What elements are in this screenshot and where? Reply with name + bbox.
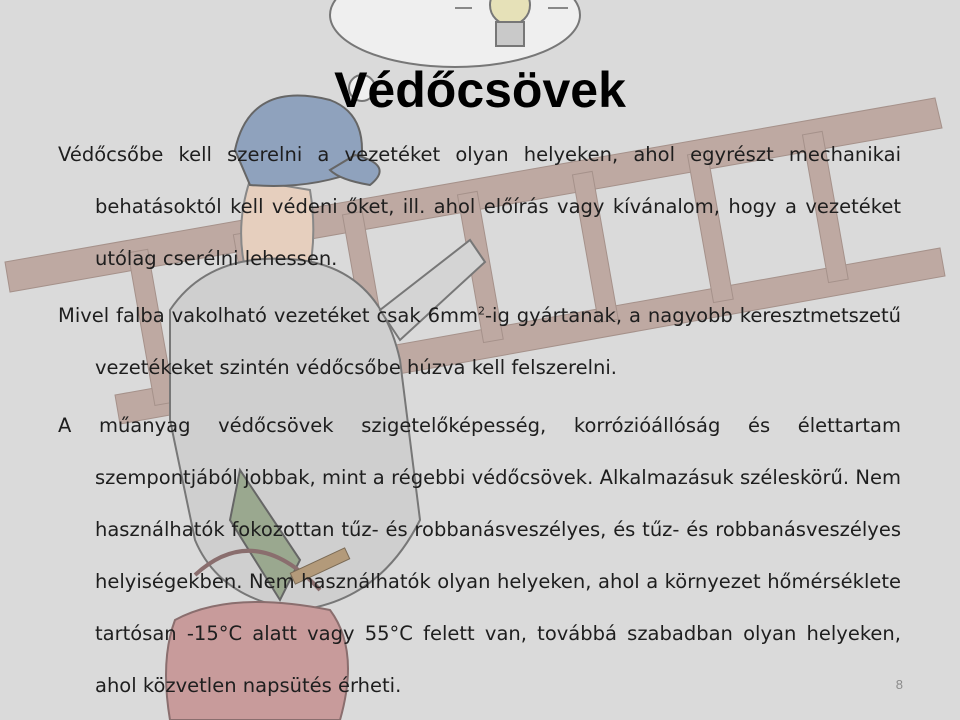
slide-title: Védőcsövek bbox=[334, 62, 626, 118]
paragraph-1: Védőcsőbe kell szerelni a vezetéket olyan helyeken, ahol egyrészt mechanikai behatásoktól kell védeni őket, ill. ahol előírás vagy kívánalom, hogy a vezetéket utólag cserélni lehessen. bbox=[58, 143, 901, 270]
paragraph-2-text-before: Mivel falba vakolható vezetéket csak 6mm bbox=[58, 304, 478, 327]
paragraph-2 bbox=[58, 290, 901, 394]
paragraph-2-text-after: -ig gyártanak, a nagyobb keresztmetszetű vezetékeket szintén védőcsőbe húzva kell felszerelni. bbox=[95, 304, 901, 379]
slide-number: 8 bbox=[895, 677, 903, 692]
superscript-exponent: 2 bbox=[477, 304, 485, 318]
paragraph-3: A műanyag védőcsövek szigetelőképesség, korrózióállóság és élettartam szempontjából jobbak, mint a régebbi védőcsövek. Alkalmazásuk széleskörű. Nem használhatók fokozottan tűz- és robbanásveszélyes, és tűz- és robbanásveszélyes helyiségekben. Nem használhatók olyan helyeken, ahol a környezet hőmérséklete tartósan -15°C alatt vagy 55°C felett van, továbbá szabadban olyan helyeken, ahol közvetlen napsütés érheti. bbox=[58, 414, 901, 697]
